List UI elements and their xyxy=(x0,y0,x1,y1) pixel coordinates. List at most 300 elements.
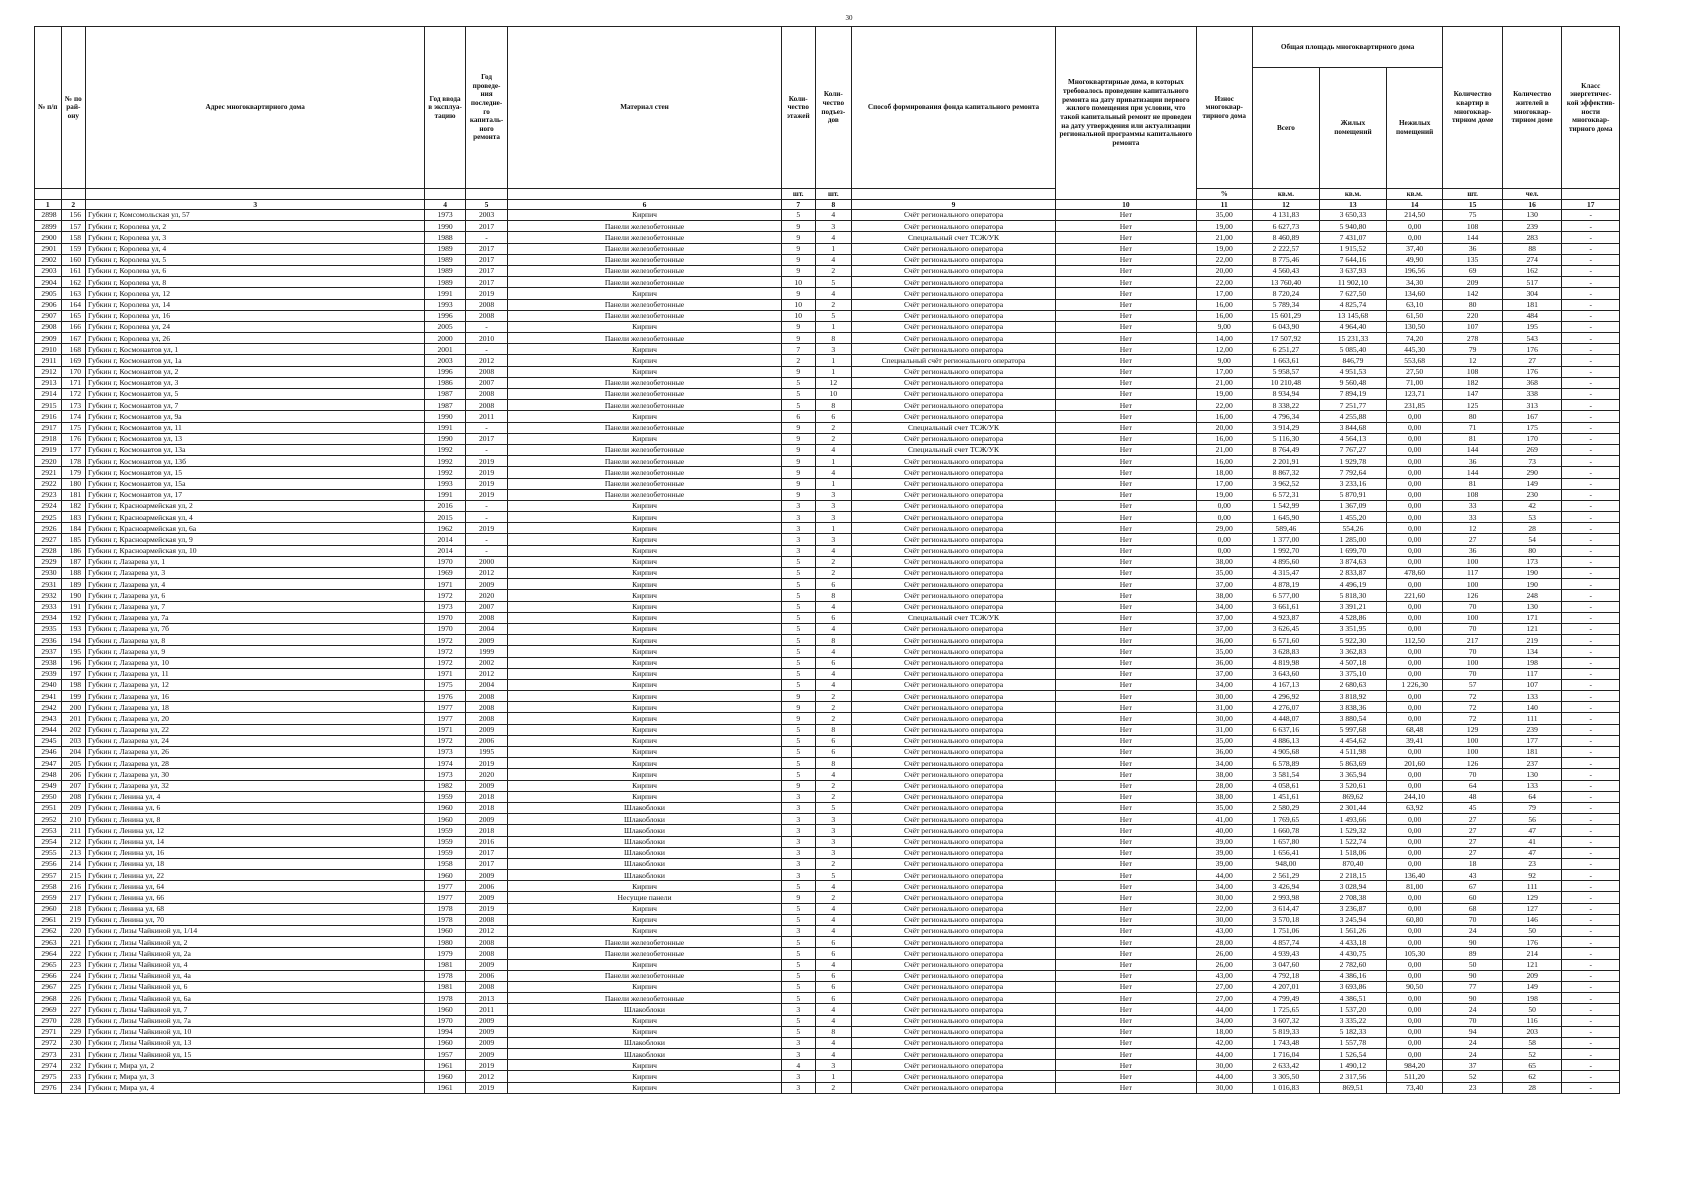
repair-required-cell: Нет xyxy=(1056,735,1196,746)
entrances-cell: 5 xyxy=(815,277,851,288)
repair-required-cell: Нет xyxy=(1056,411,1196,422)
wear-percent-cell: 36,00 xyxy=(1196,657,1252,668)
area-total-cell: 2 222,57 xyxy=(1252,243,1319,254)
area-nonresidential-cell: 0,00 xyxy=(1386,411,1442,422)
wall-material-cell: Панели железобетонные xyxy=(508,422,781,433)
housing-register-table xyxy=(34,26,1620,1094)
wall-material-cell: Кирпич xyxy=(508,568,781,579)
year-built-cell: 1962 xyxy=(425,523,465,534)
repair-required-cell: Нет xyxy=(1056,903,1196,914)
floors-cell: 3 xyxy=(781,512,815,523)
column-number-cell: 11 xyxy=(1196,200,1252,210)
table-row xyxy=(35,836,1620,847)
area-residential-cell: 3 335,22 xyxy=(1319,1015,1386,1026)
wear-percent-cell: 21,00 xyxy=(1196,377,1252,388)
area-total-cell: 1 716,04 xyxy=(1252,1049,1319,1060)
repair-required-cell: Нет xyxy=(1056,333,1196,344)
floors-cell: 5 xyxy=(781,937,815,948)
area-residential-cell: 1 561,26 xyxy=(1319,926,1386,937)
area-nonresidential-cell: 0,00 xyxy=(1386,221,1442,232)
entrances-cell: 3 xyxy=(815,1060,851,1071)
area-residential-cell: 1 518,06 xyxy=(1319,847,1386,858)
energy-class-cell: - xyxy=(1562,254,1620,265)
wear-percent-cell: 9,00 xyxy=(1196,321,1252,332)
apartments-count-cell: 60 xyxy=(1443,892,1503,903)
header-cell: Жилых помещений xyxy=(1319,68,1386,189)
area-residential-cell: 3 028,94 xyxy=(1319,881,1386,892)
floors-cell: 5 xyxy=(781,601,815,612)
residents-count-cell: 162 xyxy=(1502,265,1562,276)
district-number-cell: 197 xyxy=(61,668,85,679)
area-nonresidential-cell: 90,50 xyxy=(1386,981,1442,992)
area-total-cell: 3 614,47 xyxy=(1252,903,1319,914)
wear-percent-cell: 41,00 xyxy=(1196,814,1252,825)
energy-class-cell: - xyxy=(1562,724,1620,735)
apartments-count-cell: 45 xyxy=(1443,802,1503,813)
energy-class-cell: - xyxy=(1562,847,1620,858)
apartments-count-cell: 18 xyxy=(1443,858,1503,869)
year-built-cell: 1977 xyxy=(425,702,465,713)
address-cell: Губкин г, Космонавтов ул, 13а xyxy=(86,444,425,455)
address-cell: Губкин г, Красноармейская ул, 9 xyxy=(86,534,425,545)
wear-percent-cell: 16,00 xyxy=(1196,411,1252,422)
last-repair-year-cell: 2019 xyxy=(465,456,508,467)
year-built-cell: 1993 xyxy=(425,478,465,489)
district-number-cell: 166 xyxy=(61,321,85,332)
entrances-cell: 4 xyxy=(815,679,851,690)
apartments-count-cell: 36 xyxy=(1443,243,1503,254)
address-cell: Губкин г, Лазарева ул, 4 xyxy=(86,579,425,590)
entrances-cell: 1 xyxy=(815,355,851,366)
entrances-cell: 4 xyxy=(815,601,851,612)
wear-percent-cell: 0,00 xyxy=(1196,545,1252,556)
address-cell: Губкин г, Королева ул, 14 xyxy=(86,299,425,310)
floors-cell: 9 xyxy=(781,288,815,299)
repair-required-cell: Нет xyxy=(1056,1026,1196,1037)
year-built-cell: 1972 xyxy=(425,635,465,646)
energy-class-cell: - xyxy=(1562,299,1620,310)
entrances-cell: 1 xyxy=(815,523,851,534)
wall-material-cell: Панели железобетонные xyxy=(508,254,781,265)
address-cell: Губкин г, Лизы Чайкиной ул, 10 xyxy=(86,1026,425,1037)
repair-required-cell: Нет xyxy=(1056,1004,1196,1015)
address-cell: Губкин г, Ленина ул, 12 xyxy=(86,825,425,836)
address-cell: Губкин г, Космонавтов ул, 15 xyxy=(86,467,425,478)
area-nonresidential-cell: 0,00 xyxy=(1386,780,1442,791)
wall-material-cell: Кирпич xyxy=(508,523,781,534)
entrances-cell: 4 xyxy=(815,769,851,780)
table-header xyxy=(35,27,1620,210)
area-nonresidential-cell: 0,00 xyxy=(1386,926,1442,937)
area-nonresidential-cell: 0,00 xyxy=(1386,702,1442,713)
fund-method-cell: Счёт регионального оператора xyxy=(851,467,1055,478)
area-total-cell: 4 799,49 xyxy=(1252,993,1319,1004)
energy-class-cell: - xyxy=(1562,411,1620,422)
last-repair-year-cell: 2006 xyxy=(465,735,508,746)
energy-class-cell: - xyxy=(1562,691,1620,702)
residents-count-cell: 274 xyxy=(1502,254,1562,265)
area-total-cell: 4 895,60 xyxy=(1252,556,1319,567)
year-built-cell: 1994 xyxy=(425,1026,465,1037)
address-cell: Губкин г, Королева ул, 24 xyxy=(86,321,425,332)
repair-required-cell: Нет xyxy=(1056,635,1196,646)
address-cell: Губкин г, Ленина ул, 70 xyxy=(86,914,425,925)
row-number-cell: 2919 xyxy=(35,444,62,455)
table-row xyxy=(35,937,1620,948)
residents-count-cell: 543 xyxy=(1502,333,1562,344)
apartments-count-cell: 70 xyxy=(1443,668,1503,679)
residents-count-cell: 170 xyxy=(1502,433,1562,444)
apartments-count-cell: 72 xyxy=(1443,691,1503,702)
district-number-cell: 202 xyxy=(61,724,85,735)
area-nonresidential-cell: 0,00 xyxy=(1386,601,1442,612)
fund-method-cell: Счёт регионального оператора xyxy=(851,702,1055,713)
residents-count-cell: 111 xyxy=(1502,713,1562,724)
year-built-cell: 1961 xyxy=(425,1060,465,1071)
table-row xyxy=(35,243,1620,254)
entrances-cell: 2 xyxy=(815,433,851,444)
repair-required-cell: Нет xyxy=(1056,646,1196,657)
last-repair-year-cell: 2008 xyxy=(465,937,508,948)
apartments-count-cell: 70 xyxy=(1443,914,1503,925)
last-repair-year-cell: 2009 xyxy=(465,814,508,825)
area-nonresidential-cell: 0,00 xyxy=(1386,500,1442,511)
wall-material-cell: Панели железобетонные xyxy=(508,993,781,1004)
year-built-cell: 1987 xyxy=(425,389,465,400)
repair-required-cell: Нет xyxy=(1056,981,1196,992)
last-repair-year-cell: 2008 xyxy=(465,702,508,713)
entrances-cell: 3 xyxy=(815,344,851,355)
entrances-cell: 8 xyxy=(815,400,851,411)
area-nonresidential-cell: 0,00 xyxy=(1386,612,1442,623)
apartments-count-cell: 278 xyxy=(1443,333,1503,344)
wall-material-cell: Панели железобетонные xyxy=(508,389,781,400)
repair-required-cell: Нет xyxy=(1056,556,1196,567)
energy-class-cell: - xyxy=(1562,377,1620,388)
repair-required-cell: Нет xyxy=(1056,444,1196,455)
header-cell: Год ввода в эксплуа-тацию xyxy=(425,27,465,189)
floors-cell: 5 xyxy=(781,970,815,981)
row-number-cell: 2907 xyxy=(35,310,62,321)
wall-material-cell: Кирпич xyxy=(508,321,781,332)
district-number-cell: 199 xyxy=(61,691,85,702)
entrances-cell: 4 xyxy=(815,881,851,892)
area-total-cell: 6 251,27 xyxy=(1252,344,1319,355)
area-residential-cell: 3 637,93 xyxy=(1319,265,1386,276)
energy-class-cell: - xyxy=(1562,657,1620,668)
last-repair-year-cell: 2007 xyxy=(465,601,508,612)
district-number-cell: 212 xyxy=(61,836,85,847)
district-number-cell: 210 xyxy=(61,814,85,825)
year-built-cell: 1978 xyxy=(425,970,465,981)
unit-cell: кв.м. xyxy=(1386,189,1442,200)
repair-required-cell: Нет xyxy=(1056,1015,1196,1026)
area-total-cell: 4 296,92 xyxy=(1252,691,1319,702)
district-number-cell: 213 xyxy=(61,847,85,858)
residents-count-cell: 42 xyxy=(1502,500,1562,511)
apartments-count-cell: 142 xyxy=(1443,288,1503,299)
district-number-cell: 188 xyxy=(61,568,85,579)
row-number-cell: 2934 xyxy=(35,612,62,623)
area-total-cell: 4 315,47 xyxy=(1252,568,1319,579)
table-row xyxy=(35,310,1620,321)
residents-count-cell: 116 xyxy=(1502,1015,1562,1026)
year-built-cell: 1989 xyxy=(425,265,465,276)
last-repair-year-cell: 2018 xyxy=(465,802,508,813)
area-nonresidential-cell: 0,00 xyxy=(1386,668,1442,679)
residents-count-cell: 129 xyxy=(1502,892,1562,903)
year-built-cell: 1971 xyxy=(425,579,465,590)
row-number-cell: 2970 xyxy=(35,1015,62,1026)
wear-percent-cell: 18,00 xyxy=(1196,1026,1252,1037)
entrances-cell: 3 xyxy=(815,814,851,825)
table-row xyxy=(35,299,1620,310)
repair-required-cell: Нет xyxy=(1056,512,1196,523)
apartments-count-cell: 24 xyxy=(1443,926,1503,937)
district-number-cell: 179 xyxy=(61,467,85,478)
last-repair-year-cell: 2008 xyxy=(465,366,508,377)
table-row xyxy=(35,847,1620,858)
area-total-cell: 3 626,45 xyxy=(1252,623,1319,634)
address-cell: Губкин г, Ленина ул, 66 xyxy=(86,892,425,903)
last-repair-year-cell: 2008 xyxy=(465,299,508,310)
fund-method-cell: Счёт регионального оператора xyxy=(851,691,1055,702)
area-nonresidential-cell: 553,68 xyxy=(1386,355,1442,366)
last-repair-year-cell: 2008 xyxy=(465,612,508,623)
table-row xyxy=(35,366,1620,377)
last-repair-year-cell: 2009 xyxy=(465,579,508,590)
row-number-cell: 2959 xyxy=(35,892,62,903)
repair-required-cell: Нет xyxy=(1056,691,1196,702)
year-built-cell: 1970 xyxy=(425,1015,465,1026)
last-repair-year-cell: 2019 xyxy=(465,489,508,500)
row-number-cell: 2948 xyxy=(35,769,62,780)
district-number-cell: 162 xyxy=(61,277,85,288)
row-number-cell: 2941 xyxy=(35,691,62,702)
row-number-cell: 2912 xyxy=(35,366,62,377)
apartments-count-cell: 68 xyxy=(1443,903,1503,914)
repair-required-cell: Нет xyxy=(1056,713,1196,724)
apartments-count-cell: 43 xyxy=(1443,870,1503,881)
last-repair-year-cell: 2019 xyxy=(465,523,508,534)
floors-cell: 9 xyxy=(781,456,815,467)
area-residential-cell: 554,26 xyxy=(1319,523,1386,534)
area-residential-cell: 7 431,07 xyxy=(1319,232,1386,243)
entrances-cell: 4 xyxy=(815,288,851,299)
area-residential-cell: 1 367,09 xyxy=(1319,500,1386,511)
fund-method-cell: Счёт регионального оператора xyxy=(851,892,1055,903)
address-cell: Губкин г, Ленина ул, 8 xyxy=(86,814,425,825)
row-number-cell: 2932 xyxy=(35,590,62,601)
wall-material-cell: Кирпич xyxy=(508,981,781,992)
residents-count-cell: 50 xyxy=(1502,926,1562,937)
area-total-cell: 8 764,49 xyxy=(1252,444,1319,455)
address-cell: Губкин г, Королева ул, 4 xyxy=(86,243,425,254)
apartments-count-cell: 90 xyxy=(1443,937,1503,948)
area-residential-cell: 5 085,40 xyxy=(1319,344,1386,355)
apartments-count-cell: 90 xyxy=(1443,993,1503,1004)
wall-material-cell: Панели железобетонные xyxy=(508,277,781,288)
table-row xyxy=(35,545,1620,556)
year-built-cell: 1992 xyxy=(425,467,465,478)
fund-method-cell: Счёт регионального оператора xyxy=(851,210,1055,221)
district-number-cell: 225 xyxy=(61,981,85,992)
row-number-cell: 2963 xyxy=(35,937,62,948)
apartments-count-cell: 144 xyxy=(1443,467,1503,478)
address-cell: Губкин г, Королева ул, 6 xyxy=(86,265,425,276)
row-number-cell: 2929 xyxy=(35,556,62,567)
wall-material-cell: Кирпич xyxy=(508,556,781,567)
area-total-cell: 3 914,29 xyxy=(1252,422,1319,433)
area-total-cell: 13 760,40 xyxy=(1252,277,1319,288)
repair-required-cell: Нет xyxy=(1056,254,1196,265)
residents-count-cell: 239 xyxy=(1502,221,1562,232)
repair-required-cell: Нет xyxy=(1056,1060,1196,1071)
wear-percent-cell: 16,00 xyxy=(1196,310,1252,321)
floors-cell: 9 xyxy=(781,221,815,232)
residents-count-cell: 130 xyxy=(1502,601,1562,612)
wall-material-cell: Кирпич xyxy=(508,635,781,646)
last-repair-year-cell: - xyxy=(465,232,508,243)
repair-required-cell: Нет xyxy=(1056,747,1196,758)
repair-required-cell: Нет xyxy=(1056,288,1196,299)
district-number-cell: 226 xyxy=(61,993,85,1004)
residents-count-cell: 198 xyxy=(1502,993,1562,1004)
row-number-cell: 2955 xyxy=(35,847,62,858)
wall-material-cell: Панели железобетонные xyxy=(508,400,781,411)
entrances-cell: 8 xyxy=(815,758,851,769)
district-number-cell: 167 xyxy=(61,333,85,344)
energy-class-cell: - xyxy=(1562,1082,1620,1093)
wall-material-cell: Кирпич xyxy=(508,366,781,377)
area-residential-cell: 5 182,33 xyxy=(1319,1026,1386,1037)
entrances-cell: 2 xyxy=(815,691,851,702)
energy-class-cell: - xyxy=(1562,892,1620,903)
apartments-count-cell: 100 xyxy=(1443,747,1503,758)
area-nonresidential-cell: 0,00 xyxy=(1386,646,1442,657)
entrances-cell: 8 xyxy=(815,590,851,601)
address-cell: Губкин г, Королева ул, 2 xyxy=(86,221,425,232)
entrances-cell: 1 xyxy=(815,456,851,467)
entrances-cell: 5 xyxy=(815,870,851,881)
address-cell: Губкин г, Космонавтов ул, 13 xyxy=(86,433,425,444)
table-row xyxy=(35,601,1620,612)
address-cell: Губкин г, Лазарева ул, 28 xyxy=(86,758,425,769)
apartments-count-cell: 27 xyxy=(1443,534,1503,545)
row-number-cell: 2936 xyxy=(35,635,62,646)
table-row xyxy=(35,724,1620,735)
residents-count-cell: 230 xyxy=(1502,489,1562,500)
floors-cell: 5 xyxy=(781,914,815,925)
repair-required-cell: Нет xyxy=(1056,858,1196,869)
repair-required-cell: Нет xyxy=(1056,791,1196,802)
residents-count-cell: 88 xyxy=(1502,243,1562,254)
apartments-count-cell: 12 xyxy=(1443,355,1503,366)
wall-material-cell: Панели железобетонные xyxy=(508,377,781,388)
repair-required-cell: Нет xyxy=(1056,579,1196,590)
table-row xyxy=(35,702,1620,713)
wall-material-cell: Панели железобетонные xyxy=(508,310,781,321)
repair-required-cell: Нет xyxy=(1056,970,1196,981)
energy-class-cell: - xyxy=(1562,780,1620,791)
year-built-cell: 1960 xyxy=(425,1071,465,1082)
energy-class-cell: - xyxy=(1562,735,1620,746)
row-number-cell: 2923 xyxy=(35,489,62,500)
district-number-cell: 204 xyxy=(61,747,85,758)
address-cell: Губкин г, Лазарева ул, 7а xyxy=(86,612,425,623)
area-residential-cell: 2 317,56 xyxy=(1319,1071,1386,1082)
fund-method-cell: Счёт регионального оператора xyxy=(851,556,1055,567)
repair-required-cell: Нет xyxy=(1056,802,1196,813)
area-residential-cell: 2 301,44 xyxy=(1319,802,1386,813)
energy-class-cell: - xyxy=(1562,612,1620,623)
area-residential-cell: 11 902,10 xyxy=(1319,277,1386,288)
energy-class-cell: - xyxy=(1562,590,1620,601)
district-number-cell: 196 xyxy=(61,657,85,668)
area-total-cell: 3 643,60 xyxy=(1252,668,1319,679)
energy-class-cell: - xyxy=(1562,355,1620,366)
entrances-cell: 4 xyxy=(815,903,851,914)
row-number-cell: 2921 xyxy=(35,467,62,478)
year-built-cell: 2014 xyxy=(425,534,465,545)
area-total-cell: 2 633,42 xyxy=(1252,1060,1319,1071)
wear-percent-cell: 30,00 xyxy=(1196,691,1252,702)
address-cell: Губкин г, Лизы Чайкиной ул, 15 xyxy=(86,1049,425,1060)
wear-percent-cell: 28,00 xyxy=(1196,780,1252,791)
fund-method-cell: Счёт регионального оператора xyxy=(851,333,1055,344)
floors-cell: 5 xyxy=(781,993,815,1004)
entrances-cell: 1 xyxy=(815,478,851,489)
area-residential-cell: 3 693,86 xyxy=(1319,981,1386,992)
wall-material-cell: Кирпич xyxy=(508,433,781,444)
repair-required-cell: Нет xyxy=(1056,221,1196,232)
energy-class-cell: - xyxy=(1562,679,1620,690)
floors-cell: 9 xyxy=(781,467,815,478)
wear-percent-cell: 17,00 xyxy=(1196,288,1252,299)
residents-count-cell: 23 xyxy=(1502,858,1562,869)
repair-required-cell: Нет xyxy=(1056,1049,1196,1060)
district-number-cell: 181 xyxy=(61,489,85,500)
last-repair-year-cell: - xyxy=(465,444,508,455)
residents-count-cell: 368 xyxy=(1502,377,1562,388)
column-number-cell: 7 xyxy=(781,200,815,210)
row-number-cell: 2898 xyxy=(35,210,62,221)
residents-count-cell: 248 xyxy=(1502,590,1562,601)
apartments-count-cell: 24 xyxy=(1443,1037,1503,1048)
entrances-cell: 2 xyxy=(815,892,851,903)
wear-percent-cell: 35,00 xyxy=(1196,735,1252,746)
energy-class-cell: - xyxy=(1562,478,1620,489)
area-total-cell: 3 047,60 xyxy=(1252,959,1319,970)
area-nonresidential-cell: 60,80 xyxy=(1386,914,1442,925)
entrances-cell: 4 xyxy=(815,914,851,925)
row-number-cell: 2947 xyxy=(35,758,62,769)
wall-material-cell: Панели железобетонные xyxy=(508,478,781,489)
entrances-cell: 6 xyxy=(815,981,851,992)
floors-cell: 5 xyxy=(781,590,815,601)
area-residential-cell: 2 708,38 xyxy=(1319,892,1386,903)
apartments-count-cell: 27 xyxy=(1443,825,1503,836)
area-total-cell: 15 601,29 xyxy=(1252,310,1319,321)
repair-required-cell: Нет xyxy=(1056,926,1196,937)
wall-material-cell: Кирпич xyxy=(508,668,781,679)
address-cell: Губкин г, Королева ул, 8 xyxy=(86,277,425,288)
table-row xyxy=(35,478,1620,489)
area-total-cell: 8 460,89 xyxy=(1252,232,1319,243)
row-number-cell: 2899 xyxy=(35,221,62,232)
wall-material-cell: Кирпич xyxy=(508,758,781,769)
fund-method-cell: Счёт регионального оператора xyxy=(851,646,1055,657)
